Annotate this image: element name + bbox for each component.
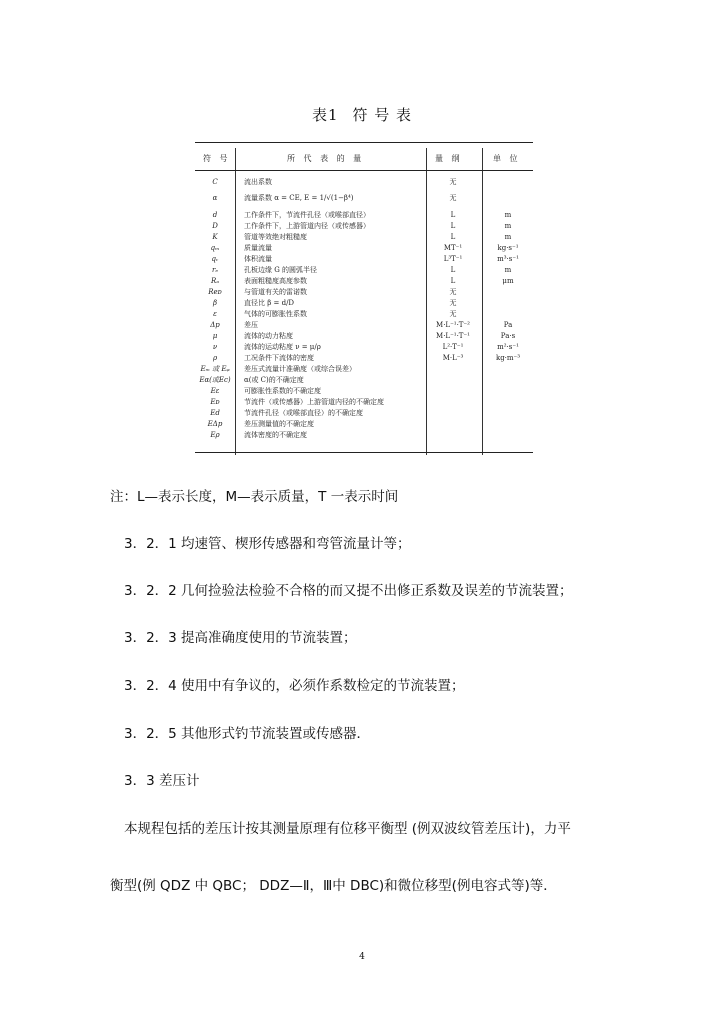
header-symbol: 符 号 [203, 154, 231, 163]
paragraph-line: 衡型(例 QDZ 中 QBC； DDZ—Ⅱ，Ⅲ中 DBC)和微位移型(例电容式等)等． [110, 878, 557, 894]
table-row [195, 210, 533, 221]
cell-symbol: EΔp [207, 420, 223, 428]
cell-meaning: 流出系数 [244, 178, 272, 186]
table-row [195, 193, 533, 204]
table-row [195, 397, 533, 408]
header-unit: 单 位 [493, 154, 521, 163]
table-top-rule [195, 142, 533, 143]
cell-symbol: Rₐ [211, 277, 219, 285]
cell-symbol: α [212, 194, 218, 202]
cell-symbol: Eε [210, 387, 220, 395]
cell-unit: m [504, 266, 512, 274]
cell-meaning: 直径比 β = d/D [244, 299, 295, 307]
table-row [195, 254, 533, 265]
cell-meaning: 工况条件下流体的密度 [244, 354, 314, 362]
cell-symbol: qᵥ [211, 255, 219, 263]
cell-meaning: 表面粗糙度高度参数 [244, 277, 307, 285]
cell-dimension: M·L⁻¹·T⁻¹ [436, 332, 470, 340]
cell-symbol: Δp [210, 321, 220, 329]
cell-meaning: 流体的运动粘度 ν = μ/ρ [244, 343, 321, 351]
cell-symbol: Eα(或Ec) [199, 376, 231, 384]
table-row [195, 419, 533, 430]
cell-symbol: d [212, 211, 218, 219]
symbol-table [195, 142, 533, 455]
list-item: 3．2．3 提高准确度使用的节流装置； [124, 630, 357, 646]
cell-symbol: C [212, 178, 218, 186]
cell-symbol: Eρ [210, 431, 220, 439]
paragraph-line: 本规程包括的差压计按其测量原理有位移平衡型 (例双波纹管差压计)，力平 [124, 821, 571, 837]
cell-unit: m³·s⁻¹ [497, 255, 519, 263]
cell-unit: m²·s⁻¹ [497, 343, 519, 351]
cell-meaning: 体积流量 [244, 255, 272, 263]
cell-unit: m [504, 222, 512, 230]
cell-symbol: Ed [210, 409, 220, 417]
cell-unit: m [504, 233, 512, 241]
cell-dimension: 无 [449, 288, 457, 296]
table-row [195, 331, 533, 342]
cell-dimension: L²·T⁻¹ [442, 343, 464, 351]
cell-meaning: 孔板边缘 G 的圆弧半径 [244, 266, 318, 274]
cell-meaning: 流量系数 α = CE, E = 1/√(1−β⁴) [244, 194, 354, 202]
cell-dimension: 无 [449, 178, 457, 186]
table-note: 注：L—表示长度，M—表示质量，T 一表示时间 [110, 489, 399, 505]
cell-dimension: L [450, 266, 456, 274]
table-row [195, 364, 533, 375]
cell-meaning: 差压 [244, 321, 258, 329]
cell-meaning: 工作条件下，节流件孔径（或喉部直径） [244, 211, 370, 219]
cell-meaning: 与管道有关的雷诺数 [244, 288, 307, 296]
header-rule [195, 170, 533, 171]
cell-unit: Pa·s [500, 332, 516, 340]
cell-dimension: MT⁻¹ [443, 244, 463, 252]
cell-dimension: L³T⁻¹ [443, 255, 463, 263]
section-heading: 3．3 差压计 [124, 773, 200, 789]
cell-symbol: Eᴅ [210, 398, 220, 406]
table-row [195, 232, 533, 243]
list-item: 3．2．2 几何捡验法检验不合格的而又提不出修正系数及误差的节流装置； [124, 583, 573, 599]
cell-symbol: qₘ [210, 244, 220, 252]
list-item: 3．2．5 其他形式钓节流装置或传感器． [124, 726, 371, 742]
cell-symbol: Reᴅ [208, 288, 222, 296]
cell-symbol: ε [213, 310, 217, 318]
cell-symbol: D [212, 222, 218, 230]
cell-meaning: α(或 C)的不确定度 [244, 376, 304, 384]
cell-symbol: ν [212, 343, 218, 351]
table-row [195, 309, 533, 320]
cell-meaning: 工作条件下，上游管道内径（或传感器） [244, 222, 370, 230]
cell-dimension: L [450, 211, 456, 219]
table-row [195, 243, 533, 254]
table-row [195, 342, 533, 353]
cell-meaning: 质量流量 [244, 244, 272, 252]
header-dimension: 量 纲 [435, 154, 463, 163]
table-row [195, 375, 533, 386]
table-row [195, 265, 533, 276]
table-row [195, 276, 533, 287]
cell-symbol: ρ [212, 354, 218, 362]
table-name: 符 号 表 [352, 106, 413, 124]
cell-dimension: L [450, 222, 456, 230]
cell-symbol: rₑ [211, 266, 219, 274]
cell-unit: kg·s⁻¹ [497, 244, 519, 252]
cell-meaning: 管道等效绝对粗糙度 [244, 233, 307, 241]
page-number: 4 [359, 952, 365, 962]
table-row [195, 287, 533, 298]
cell-meaning: 气体的可膨胀性系数 [244, 310, 307, 318]
cell-meaning: 节流件孔径（或喉部直径）的不确定度 [244, 409, 363, 417]
cell-dimension: 无 [449, 299, 457, 307]
cell-unit: kg·m⁻³ [495, 354, 521, 362]
cell-meaning: 差压式流量计准确度（或综合误差） [244, 365, 356, 373]
cell-symbol: K [212, 233, 218, 241]
header-meaning: 所 代 表 的 量 [287, 154, 365, 163]
table-row [195, 386, 533, 397]
cell-symbol: μ [212, 332, 218, 340]
cell-meaning: 节流件（或传感器）上游管道内径的不确定度 [244, 398, 384, 406]
table-row [195, 298, 533, 309]
table-label: 表1 [311, 106, 339, 124]
cell-dimension: 无 [449, 310, 457, 318]
cell-symbol: β [212, 299, 218, 307]
table-row [195, 430, 533, 441]
cell-unit: Pa [503, 321, 513, 329]
table-row [195, 221, 533, 232]
table-row [195, 353, 533, 364]
cell-dimension: L [450, 277, 456, 285]
cell-dimension: M·L⁻¹·T⁻² [436, 321, 470, 329]
table-title [0, 104, 724, 125]
cell-symbol: Eₘ 或 Eᵩ [200, 365, 230, 373]
cell-unit: μm [502, 277, 514, 285]
cell-dimension: L [450, 233, 456, 241]
table-row [195, 408, 533, 419]
table-row [195, 320, 533, 331]
table-row [195, 177, 533, 188]
cell-dimension: M·L⁻³ [442, 354, 464, 362]
cell-meaning: 流体的动力粘度 [244, 332, 293, 340]
list-item: 3．2．4 使用中有争议的，必须作系数检定的节流装置； [124, 678, 465, 694]
table-bottom-rule [195, 452, 533, 453]
cell-meaning: 可膨胀性系数的不确定度 [244, 387, 321, 395]
list-item: 3．2．1 均速管、楔形传感器和弯管流量计等； [124, 536, 411, 552]
cell-dimension: 无 [449, 194, 457, 202]
cell-unit: m [504, 211, 512, 219]
cell-meaning: 流体密度的不确定度 [244, 431, 307, 439]
cell-meaning: 差压测量值的不确定度 [244, 420, 314, 428]
